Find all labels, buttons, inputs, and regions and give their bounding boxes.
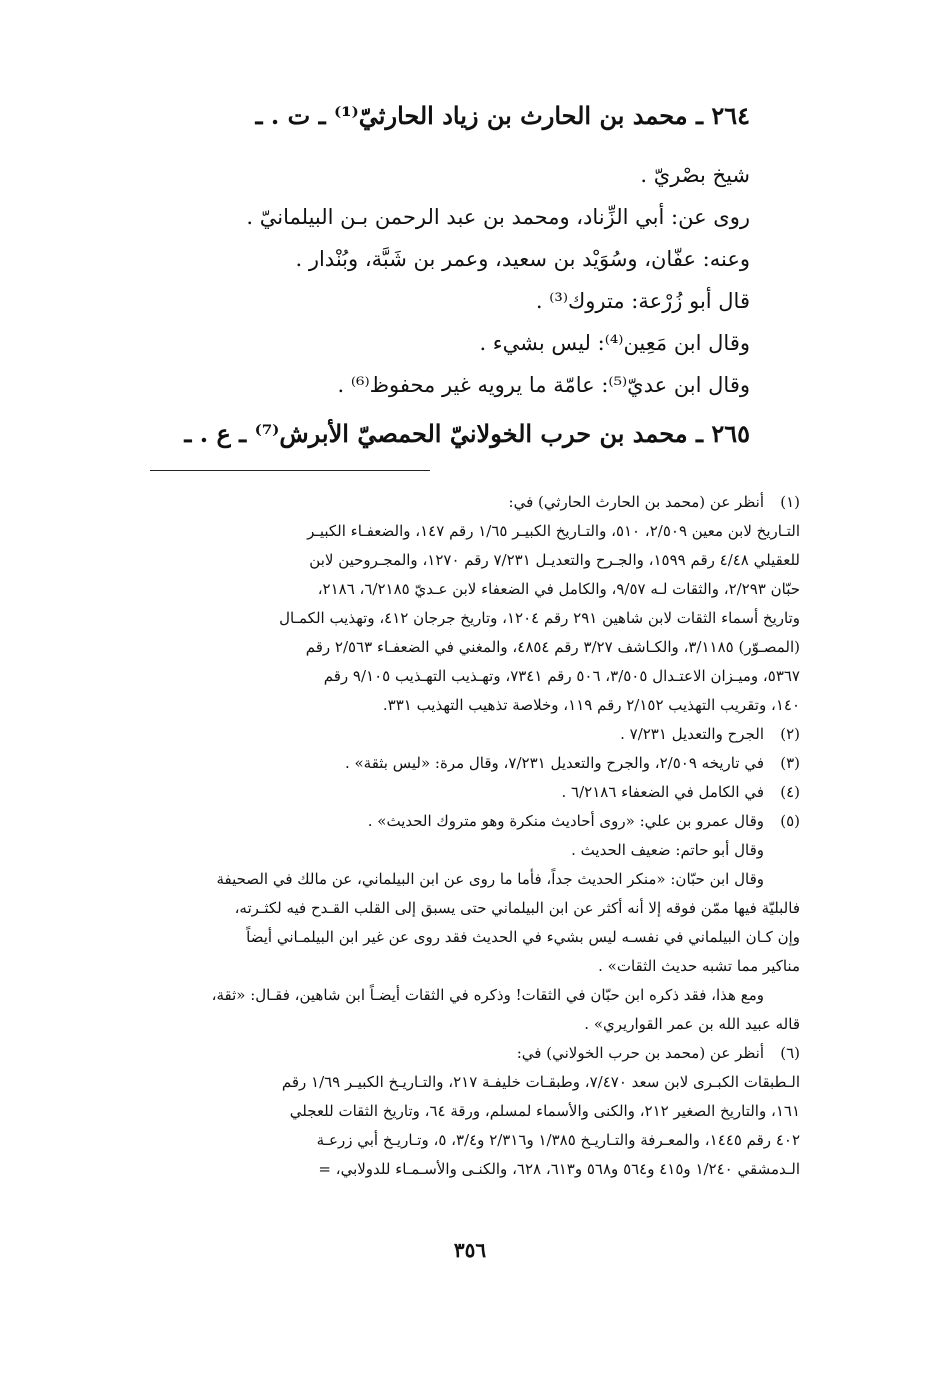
footnote-line: الـطبقات الكبـرى لابن سعد ٧/٤٧٠، وطبقـات خليفـة ٢١٧، والتـاريـخ الكبيـر ١/٦٩ رقم — [281, 1073, 800, 1091]
page-number: ٣٥٦ — [453, 1238, 487, 1262]
footnote — [140, 488, 800, 517]
entry-265-heading: ٢٦٥ ـ محمد بن حرب الخولانيّ الحمصيّ الأبرش⁽⁷⁾ ـ ع . ـ — [184, 419, 750, 448]
entry-line: وعنه: عفّان، وسُوَيْد بن سعيد، وعمر بن شَبَّة، وبُنْدار . — [295, 247, 750, 271]
footnote-line: وقال عمرو بن علي: «روى أحاديث منكرة وهو متروك الحديث» . — [367, 812, 764, 830]
footnote-number: (١) — [780, 493, 800, 511]
footnote-number: (٦) — [780, 1044, 800, 1062]
footnote-line: أنظر عن (محمد بن الحارث الحارثي) في: — [508, 493, 764, 511]
footnote-line: وقال ابن حبّان: «منكر الحديث جداً، فأما ما روى عن ابن البيلماني، عن مالك في الصحيفة — [216, 870, 764, 888]
footnote — [140, 749, 800, 778]
footnote-number: (٤) — [780, 783, 800, 801]
entry-line: روى عن: أبي الزِّناد، ومحمد بن عبد الرحمن بـن البيلمانيّ . — [246, 205, 750, 229]
footnote-line: للعقيلي ٤/٤٨ رقم ١٥٩٩، والجـرح والتعديـل ٧/٢٣١ رقم ١٢٧٠، والمجـروحين لابن — [309, 551, 800, 569]
footnote — [140, 778, 800, 807]
footnote-number: (٣) — [780, 754, 800, 772]
footnote-number: (٢) — [780, 725, 800, 743]
entry-line: شيخ بصْريّ . — [640, 163, 750, 187]
entry-line: وقال ابن عديّ⁽⁵⁾: عامّة ما يرويه غير محفوظ⁽⁶⁾ . — [337, 373, 750, 397]
footnote — [140, 1039, 800, 1068]
footnote-line: ١٦١، والتاريخ الصغير ٢١٢، والكنى والأسماء لمسلم، ورقة ٦٤، وتاريخ الثقات للعجلي — [289, 1102, 800, 1120]
footnote-line: ١٤٠، وتقريب التهذيب ٢/١٥٢ رقم ١١٩، وخلاصة تذهيب التهذيب ٣٣١. — [382, 696, 800, 714]
footnote-line: فالبليّة فيها ممّن فوقه إلا أنه أكثر عن ابن البيلماني حتى يسبق إلى القلب القـدح فيه لكثـرته، — [234, 899, 800, 917]
footnote-line: ومع هذا، فقد ذكره ابن حبّان في الثقات! وذكره في الثقات أيضـاً ابن شاهين، فقـال: «ثقة، — [211, 986, 764, 1004]
footnote-line: ٤٠٢ رقم ١٤٤٥، والمعـرفة والتـاريـخ ١/٣٨٥ و٢/٣١٦ و٣/٤، ٥، وتـاريـخ أبي زرعـة — [316, 1131, 800, 1149]
entry-line: قال أبو زُرْعة: متروك⁽³⁾ . — [535, 289, 750, 313]
footnote-line: مناكير مما تشبه حديث الثقات» . — [598, 957, 800, 975]
footnote-number: (٥) — [780, 812, 800, 830]
footnote-line: التـاريخ لابن معين ٢/٥٠٩، ٥١٠، والتـاريخ الكبيـر ١/٦٥ رقم ١٤٧، والضعفـاء الكبيـر — [307, 522, 800, 540]
footnote-line: الـدمشقي ١/٢٤٠ و٤١٥ و٥٦٤ و٥٦٨ و٦١٣، ٦٢٨، والكنـى والأسـمـاء للدولابي، = — [318, 1160, 800, 1178]
footnote-line: ٥٣٦٧، وميـزان الاعتـدال ٣/٥٠٥، ٥٠٦ رقم ٧٣٤١، وتهـذيب التهـذيب ٩/١٠٥ رقم — [323, 667, 800, 685]
footnote — [140, 720, 800, 749]
footnotes — [140, 488, 800, 1184]
footnote-line: حبّان ٢/٢٩٣، والثقات لـه ٩/٥٧، والكامل في الضعفاء لابن عـديّ ٦/٢١٨٥، ٢١٨٦، — [317, 580, 800, 598]
footnote-line: وقال أبو حاتم: ضعيف الحديث . — [571, 841, 764, 859]
footnote-line: أنظر عن (محمد بن حرب الخولاني) في: — [516, 1044, 764, 1062]
entry-264-heading: ٢٦٤ ـ محمد بن الحارث بن زياد الحارثيّ⁽¹⁾ ـ ت . ـ — [255, 101, 750, 130]
entry-264-body — [150, 154, 750, 406]
footnote-line: وإن كـان البيلماني في نفسـه ليس بشيء في الحديث فقد روى عن غير ابن البيلمـاني أيضاً — [246, 928, 800, 946]
footnote-line: في الكامل في الضعفاء ٦/٢١٨٦ . — [561, 783, 764, 801]
footnote-line: (المصـوّر) ٣/١١٨٥، والكـاشف ٣/٢٧ رقم ٤٨٥٤، والمغني في الضعفـاء ٢/٥٦٣ رقم — [305, 638, 800, 656]
footnote — [140, 807, 800, 836]
footnote-line: في تاريخه ٢/٥٠٩، والجرح والتعديل ٧/٢٣١، وقال مرة: «ليس بثقة» . — [344, 754, 764, 772]
entry-line: وقال ابن مَعِين⁽⁴⁾: ليس بشيء . — [479, 331, 750, 355]
footnote-line: وتاريخ أسماء الثقات لابن شاهين ٢٩١ رقم ١٢٠٤، وتاريخ جرجان ٤١٢، وتهذيب الكمـال — [279, 609, 800, 627]
footnote-separator — [150, 470, 430, 471]
footnote-line: قاله عبيد الله بن عمر القواريري» . — [584, 1015, 800, 1033]
footnote-line: الجرح والتعديل ٧/٢٣١ . — [620, 725, 764, 743]
